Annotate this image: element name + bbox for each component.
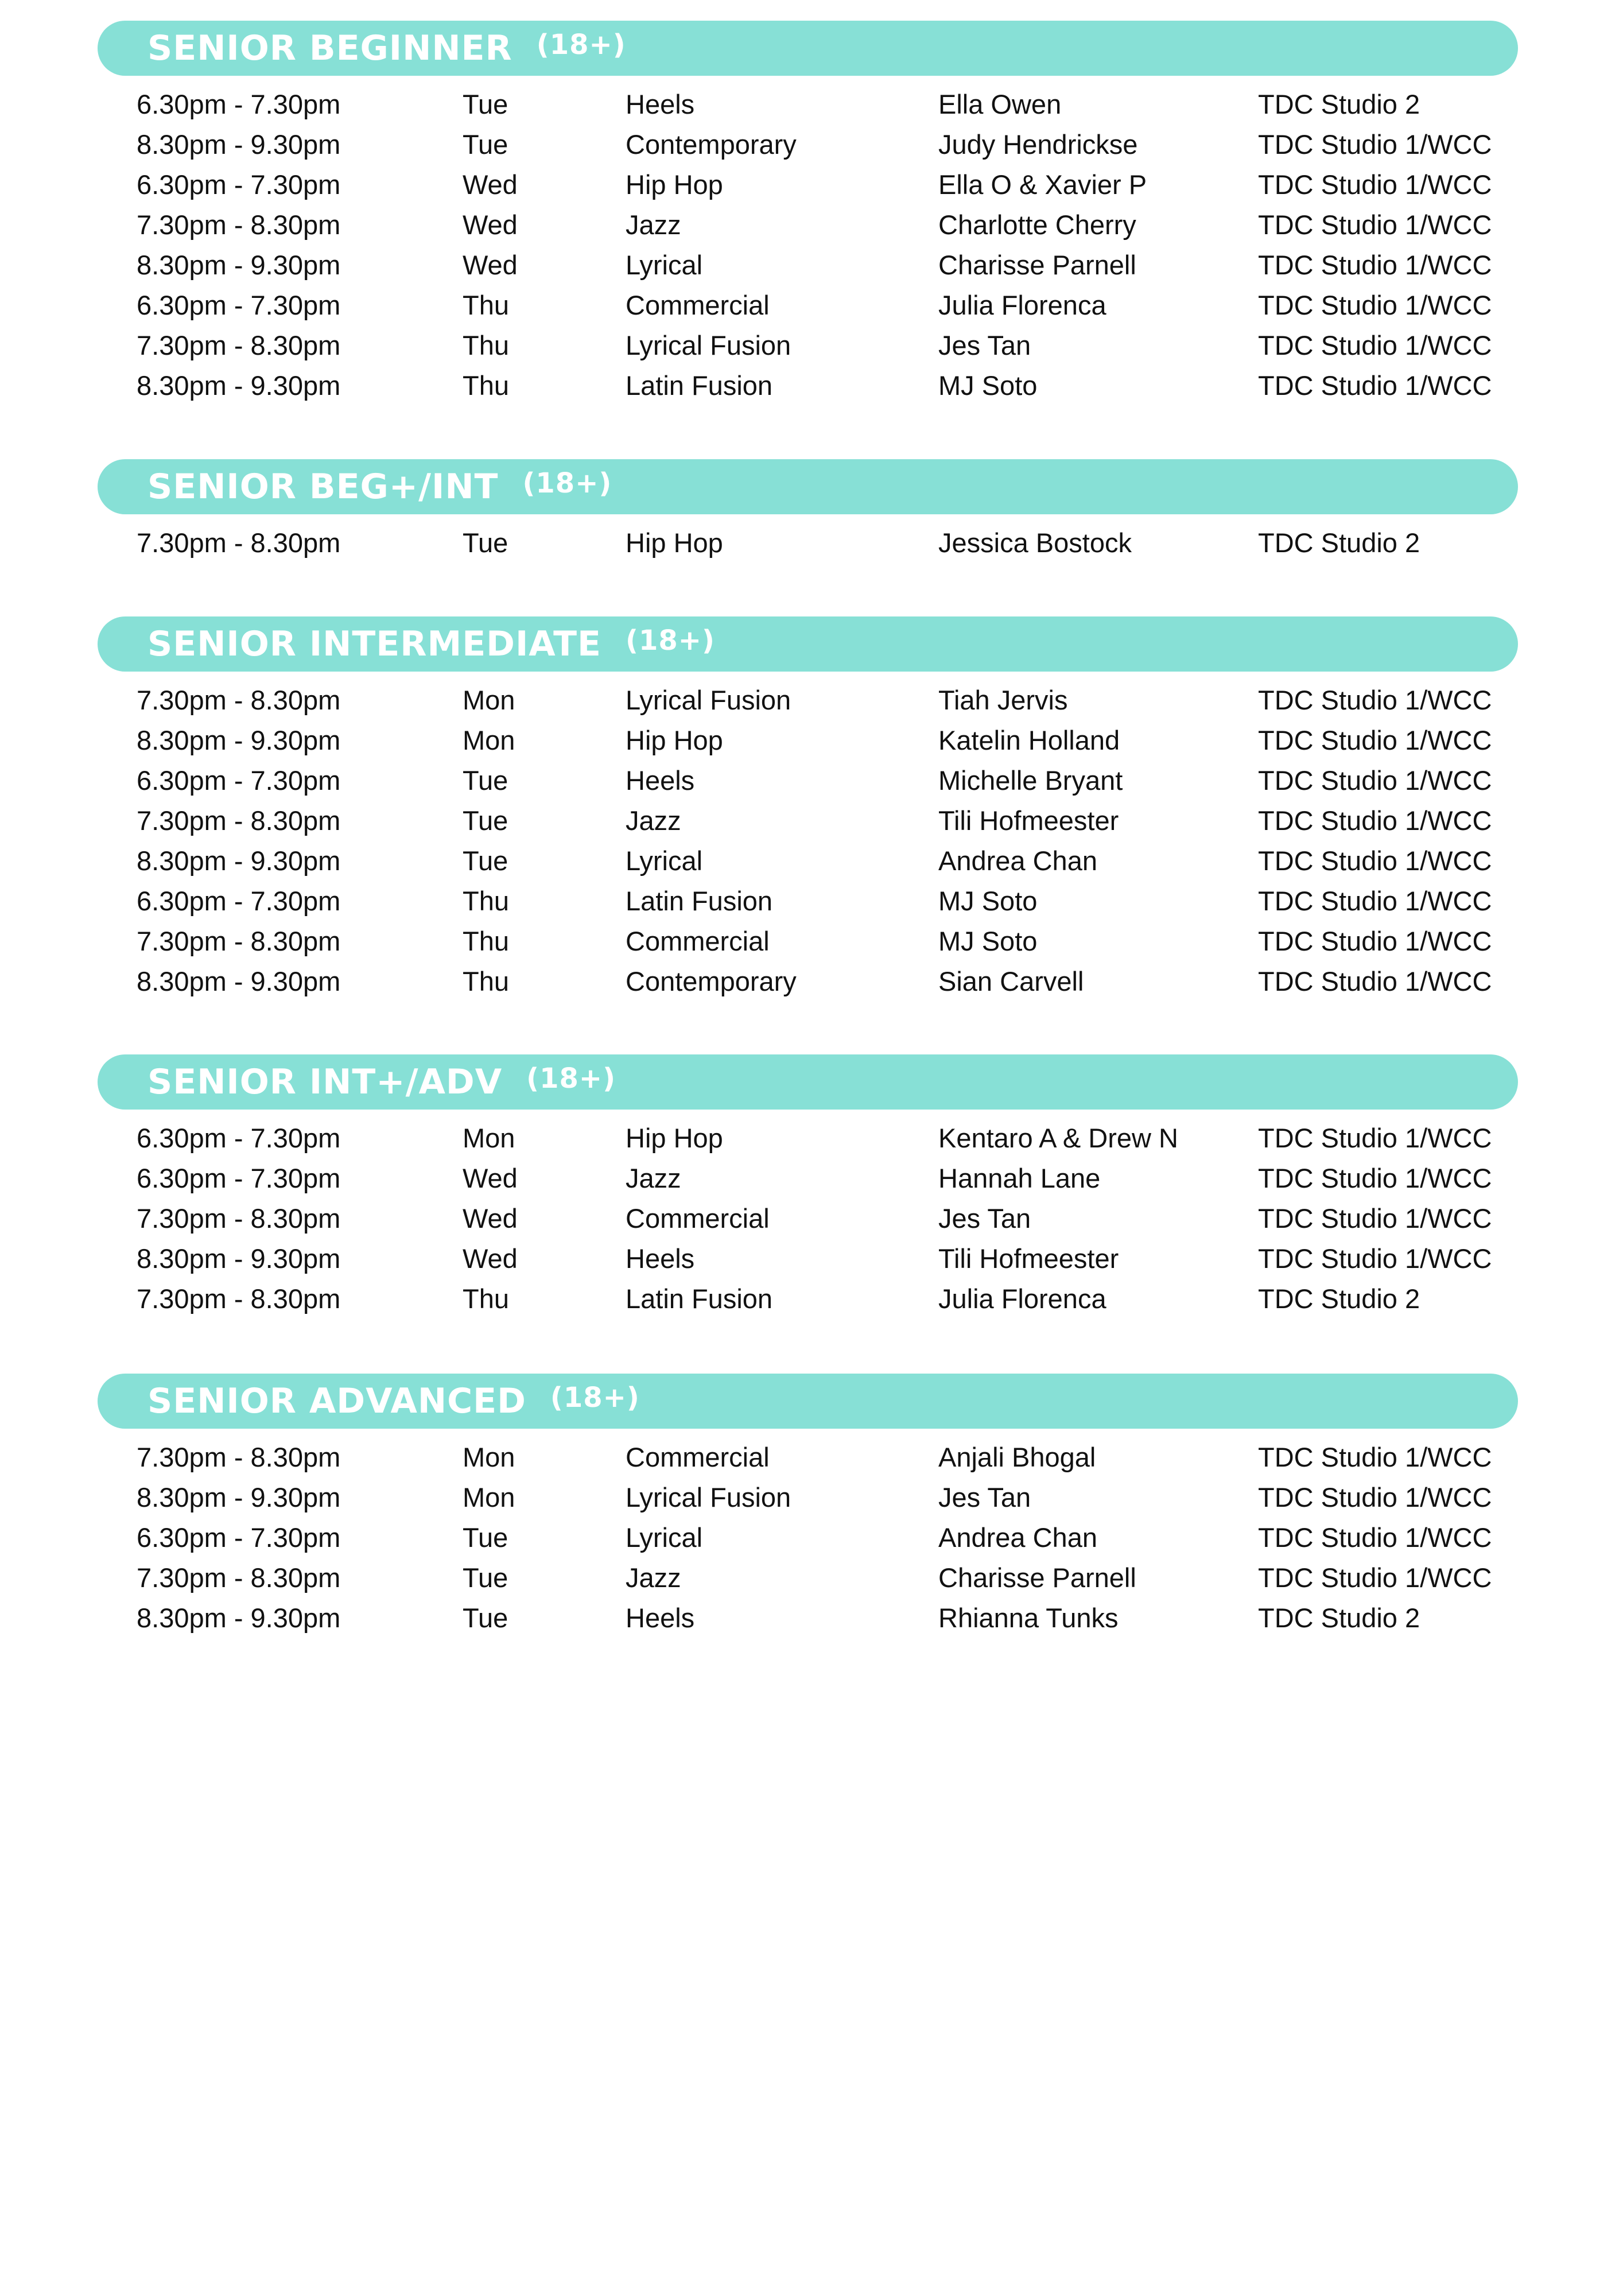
class-style: Jazz: [626, 1562, 681, 1593]
class-day: Tue: [463, 1562, 508, 1593]
class-venue: TDC Studio 1/WCC: [1258, 169, 1492, 200]
class-time: 6.30pm - 7.30pm: [137, 89, 341, 119]
class-venue: TDC Studio 1/WCC: [1258, 846, 1492, 876]
class-day: Thu: [463, 290, 509, 320]
class-venue: TDC Studio 1/WCC: [1258, 1442, 1492, 1472]
class-day: Tue: [463, 765, 508, 796]
class-row: [0, 1279, 1623, 1319]
class-day: Wed: [463, 250, 518, 280]
class-time: 6.30pm - 7.30pm: [137, 1163, 341, 1193]
class-venue: TDC Studio 2: [1258, 1283, 1420, 1314]
class-style: Commercial: [626, 290, 770, 320]
class-time: 6.30pm - 7.30pm: [137, 1123, 341, 1153]
class-day: Tue: [463, 528, 508, 558]
class-teacher: MJ Soto: [938, 926, 1038, 956]
class-style: Hip Hop: [626, 1123, 723, 1153]
class-row: [0, 1518, 1623, 1558]
class-style: Hip Hop: [626, 169, 723, 200]
class-day: Mon: [463, 1123, 515, 1153]
class-row: [0, 720, 1623, 761]
class-style: Jazz: [626, 210, 681, 240]
class-teacher: Anjali Bhogal: [938, 1442, 1096, 1472]
class-venue: TDC Studio 1/WCC: [1258, 1243, 1492, 1274]
class-time: 6.30pm - 7.30pm: [137, 290, 341, 320]
class-day: Mon: [463, 1482, 515, 1512]
class-teacher: Tili Hofmeester: [938, 805, 1119, 836]
class-teacher: Michelle Bryant: [938, 765, 1123, 796]
class-venue: TDC Studio 1/WCC: [1258, 290, 1492, 320]
class-list: [0, 523, 1623, 563]
class-time: 8.30pm - 9.30pm: [137, 846, 341, 876]
class-teacher: Charisse Parnell: [938, 250, 1136, 280]
class-teacher: Kentaro A & Drew N: [938, 1123, 1178, 1153]
section-banner: [98, 616, 1518, 672]
class-style: Commercial: [626, 1442, 770, 1472]
class-teacher: Judy Hendrickse: [938, 129, 1138, 160]
section-title: SENIOR BEG+/INT (18+): [147, 464, 612, 510]
class-day: Mon: [463, 1442, 515, 1472]
class-venue: TDC Studio 1/WCC: [1258, 886, 1492, 916]
class-time: 7.30pm - 8.30pm: [137, 1562, 341, 1593]
age-badge: (18+): [522, 467, 612, 499]
class-style: Lyrical Fusion: [626, 685, 791, 715]
class-venue: TDC Studio 1/WCC: [1258, 1562, 1492, 1593]
class-venue: TDC Studio 1/WCC: [1258, 129, 1492, 160]
class-venue: TDC Studio 1/WCC: [1258, 685, 1492, 715]
class-row: [0, 1199, 1623, 1239]
class-style: Latin Fusion: [626, 886, 773, 916]
class-row: [0, 165, 1623, 205]
class-time: 6.30pm - 7.30pm: [137, 169, 341, 200]
class-time: 6.30pm - 7.30pm: [137, 765, 341, 796]
class-teacher: Charisse Parnell: [938, 1562, 1136, 1593]
class-venue: TDC Studio 1/WCC: [1258, 1123, 1492, 1153]
class-row: [0, 801, 1623, 841]
class-venue: TDC Studio 1/WCC: [1258, 250, 1492, 280]
class-row: [0, 841, 1623, 881]
class-teacher: Katelin Holland: [938, 725, 1120, 755]
class-venue: TDC Studio 1/WCC: [1258, 370, 1492, 401]
age-badge: (18+): [536, 29, 626, 61]
class-day: Wed: [463, 1203, 518, 1234]
class-venue: TDC Studio 1/WCC: [1258, 805, 1492, 836]
class-row: [0, 1158, 1623, 1199]
class-style: Heels: [626, 765, 695, 796]
class-day: Wed: [463, 1243, 518, 1274]
class-time: 7.30pm - 8.30pm: [137, 330, 341, 360]
class-time: 6.30pm - 7.30pm: [137, 886, 341, 916]
class-row: [0, 1477, 1623, 1518]
class-time: 8.30pm - 9.30pm: [137, 1603, 341, 1633]
class-day: Tue: [463, 1522, 508, 1553]
class-venue: TDC Studio 1/WCC: [1258, 926, 1492, 956]
class-style: Lyrical Fusion: [626, 330, 791, 360]
class-time: 6.30pm - 7.30pm: [137, 1522, 341, 1553]
class-venue: TDC Studio 1/WCC: [1258, 1482, 1492, 1512]
section-title: SENIOR ADVANCED (18+): [147, 1378, 640, 1424]
section-title: SENIOR BEGINNER (18+): [147, 25, 626, 71]
class-row: [0, 1437, 1623, 1477]
class-time: 7.30pm - 8.30pm: [137, 1203, 341, 1234]
class-time: 7.30pm - 8.30pm: [137, 1283, 341, 1314]
class-venue: TDC Studio 1/WCC: [1258, 725, 1492, 755]
class-venue: TDC Studio 2: [1258, 89, 1420, 119]
class-day: Tue: [463, 805, 508, 836]
class-day: Tue: [463, 1603, 508, 1633]
section-title: SENIOR INTERMEDIATE (18+): [147, 621, 715, 667]
class-time: 8.30pm - 9.30pm: [137, 1482, 341, 1512]
age-badge: (18+): [526, 1062, 616, 1095]
class-teacher: Andrea Chan: [938, 846, 1097, 876]
class-row: [0, 205, 1623, 245]
class-day: Wed: [463, 210, 518, 240]
class-style: Jazz: [626, 805, 681, 836]
class-teacher: MJ Soto: [938, 886, 1038, 916]
class-day: Thu: [463, 886, 509, 916]
class-teacher: Ella O & Xavier P: [938, 169, 1147, 200]
class-row: [0, 1558, 1623, 1598]
class-day: Tue: [463, 129, 508, 160]
class-venue: TDC Studio 2: [1258, 528, 1420, 558]
class-day: Wed: [463, 1163, 518, 1193]
class-style: Contemporary: [626, 966, 797, 996]
class-teacher: Jes Tan: [938, 330, 1031, 360]
class-row: [0, 125, 1623, 165]
class-teacher: Ella Owen: [938, 89, 1062, 119]
class-list: [0, 680, 1623, 1002]
class-day: Thu: [463, 966, 509, 996]
class-row: [0, 961, 1623, 1002]
class-row: [0, 921, 1623, 961]
class-style: Latin Fusion: [626, 370, 773, 401]
class-day: Mon: [463, 725, 515, 755]
class-teacher: Jes Tan: [938, 1203, 1031, 1234]
class-teacher: Charlotte Cherry: [938, 210, 1136, 240]
class-style: Lyrical Fusion: [626, 1482, 791, 1512]
class-time: 8.30pm - 9.30pm: [137, 250, 341, 280]
class-teacher: Julia Florenca: [938, 1283, 1106, 1314]
class-time: 8.30pm - 9.30pm: [137, 370, 341, 401]
class-teacher: Jes Tan: [938, 1482, 1031, 1512]
class-style: Contemporary: [626, 129, 797, 160]
class-style: Jazz: [626, 1163, 681, 1193]
class-venue: TDC Studio 1/WCC: [1258, 966, 1492, 996]
class-style: Heels: [626, 89, 695, 119]
class-teacher: MJ Soto: [938, 370, 1038, 401]
class-style: Latin Fusion: [626, 1283, 773, 1314]
class-teacher: Sian Carvell: [938, 966, 1084, 996]
class-list: [0, 1118, 1623, 1319]
class-style: Hip Hop: [626, 528, 723, 558]
class-time: 7.30pm - 8.30pm: [137, 528, 341, 558]
class-venue: TDC Studio 1/WCC: [1258, 1522, 1492, 1553]
age-badge: (18+): [550, 1382, 640, 1414]
class-style: Commercial: [626, 926, 770, 956]
section-title: SENIOR INT+/ADV (18+): [147, 1059, 616, 1105]
class-teacher: Julia Florenca: [938, 290, 1106, 320]
class-row: [0, 761, 1623, 801]
class-day: Thu: [463, 1283, 509, 1314]
class-teacher: Rhianna Tunks: [938, 1603, 1119, 1633]
class-list: [0, 84, 1623, 406]
class-venue: TDC Studio 1/WCC: [1258, 210, 1492, 240]
class-time: 7.30pm - 8.30pm: [137, 685, 341, 715]
section-banner: [98, 21, 1518, 76]
class-style: Lyrical: [626, 1522, 703, 1553]
class-time: 7.30pm - 8.30pm: [137, 805, 341, 836]
class-day: Thu: [463, 330, 509, 360]
class-time: 7.30pm - 8.30pm: [137, 210, 341, 240]
section-banner: [98, 459, 1518, 514]
class-time: 7.30pm - 8.30pm: [137, 1442, 341, 1472]
class-row: [0, 1239, 1623, 1279]
class-time: 8.30pm - 9.30pm: [137, 129, 341, 160]
class-row: [0, 1598, 1623, 1638]
class-row: [0, 1118, 1623, 1158]
class-venue: TDC Studio 2: [1258, 1603, 1420, 1633]
class-time: 8.30pm - 9.30pm: [137, 966, 341, 996]
class-style: Hip Hop: [626, 725, 723, 755]
class-teacher: Hannah Lane: [938, 1163, 1101, 1193]
class-day: Tue: [463, 89, 508, 119]
class-row: [0, 881, 1623, 921]
class-row: [0, 325, 1623, 366]
class-day: Mon: [463, 685, 515, 715]
class-style: Lyrical: [626, 250, 703, 280]
class-day: Thu: [463, 370, 509, 401]
class-style: Heels: [626, 1603, 695, 1633]
class-row: [0, 285, 1623, 325]
class-row: [0, 84, 1623, 125]
class-day: Tue: [463, 846, 508, 876]
class-day: Thu: [463, 926, 509, 956]
class-venue: TDC Studio 1/WCC: [1258, 765, 1492, 796]
class-style: Heels: [626, 1243, 695, 1274]
class-time: 8.30pm - 9.30pm: [137, 1243, 341, 1274]
class-teacher: Andrea Chan: [938, 1522, 1097, 1553]
class-row: [0, 680, 1623, 720]
class-row: [0, 245, 1623, 285]
age-badge: (18+): [626, 625, 715, 657]
class-style: Commercial: [626, 1203, 770, 1234]
class-venue: TDC Studio 1/WCC: [1258, 1203, 1492, 1234]
class-time: 8.30pm - 9.30pm: [137, 725, 341, 755]
class-venue: TDC Studio 1/WCC: [1258, 330, 1492, 360]
class-teacher: Tiah Jervis: [938, 685, 1068, 715]
class-day: Wed: [463, 169, 518, 200]
class-teacher: Tili Hofmeester: [938, 1243, 1119, 1274]
class-list: [0, 1437, 1623, 1638]
class-time: 7.30pm - 8.30pm: [137, 926, 341, 956]
class-venue: TDC Studio 1/WCC: [1258, 1163, 1492, 1193]
class-teacher: Jessica Bostock: [938, 528, 1132, 558]
section-banner: [98, 1054, 1518, 1110]
class-row: [0, 366, 1623, 406]
class-style: Lyrical: [626, 846, 703, 876]
section-banner: [98, 1374, 1518, 1429]
class-row: [0, 523, 1623, 563]
